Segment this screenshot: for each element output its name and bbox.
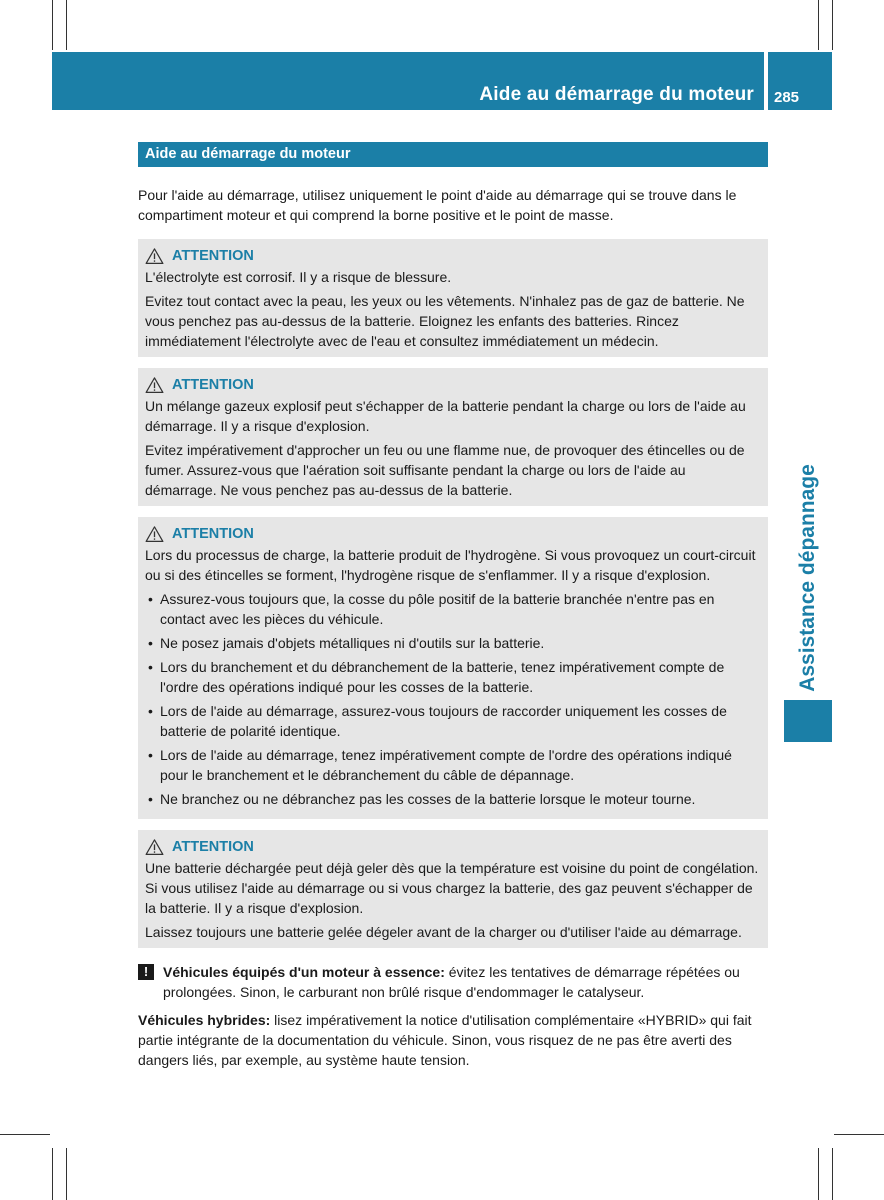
warning-header: [145, 835, 760, 858]
warning-text: Evitez tout contact avec la peau, les yeux ou les vêtements. N'inhalez pas de gaz de batterie. Ne vous penchez pas au-dessus de la batterie. Eloignez les enfants des batteries. Rincez immédiatement l'électrolyte avec de l'eau et consultez immédiatement un médecin.: [145, 293, 745, 349]
crop-mark: [832, 1148, 833, 1200]
exclamation-icon: !: [138, 964, 154, 980]
note-bold: Véhicules équipés d'un moteur à essence:: [163, 964, 445, 980]
list-item-text: Lors de l'aide au démarrage, tenez impérativement compte de l'ordre des opérations indiqué pour le branchement et le débranchement du câble de dépannage.: [160, 747, 732, 783]
list-item: [145, 745, 760, 785]
warning-box: [138, 517, 768, 819]
list-item: [145, 657, 760, 697]
bullet: •: [148, 747, 153, 763]
warning-header: [145, 522, 760, 545]
crop-mark: [66, 1148, 67, 1200]
warning-label: ATTENTION: [172, 376, 254, 393]
section-heading: Aide au démarrage du moteur: [138, 142, 768, 167]
warning-triangle-icon: [145, 247, 164, 265]
warning-box: [138, 368, 768, 506]
page-header: [52, 52, 764, 110]
list-item: [145, 701, 760, 741]
hybrid-paragraph: [138, 1010, 768, 1070]
crop-mark: [818, 0, 819, 50]
warning-triangle-icon: [145, 525, 164, 543]
list-item: [145, 589, 760, 629]
hybrid-text: lisez impérativement la notice d'utilisation complémentaire «HYBRID» qui fait partie intégrante de la documentation du véhicule. Sinon, vous risquez de ne pas être averti des dangers liés, par exemple, au système haute tension.: [138, 1012, 752, 1068]
note-paragraph: [138, 962, 768, 1002]
intro-paragraph: Pour l'aide au démarrage, utilisez uniquement le point d'aide au démarrage qui se trouve dans le compartiment moteur et qui comprend la borne positive et le point de masse.: [138, 187, 737, 223]
crop-mark: [52, 0, 53, 50]
bullet: •: [148, 703, 153, 719]
warning-text: Evitez impérativement d'approcher un feu ou une flamme nue, de provoquer des étincelles ou de fumer. Assurez-vous que l'aération soit suffisante pendant la charge ou lors de l'aide au démarrage. Ne vous penchez pas au-dessus de la batterie.: [145, 442, 745, 498]
crop-mark: [0, 1134, 50, 1135]
crop-mark: [66, 0, 67, 50]
warning-label: ATTENTION: [172, 838, 254, 855]
note-text: évitez les tentatives de démarrage répétées ou prolongées. Sinon, le carburant non brûlé risque d'endommager le catalyseur.: [163, 964, 740, 1000]
hybrid-bold: Véhicules hybrides:: [138, 1012, 271, 1028]
header-title: Aide au démarrage du moteur: [479, 84, 754, 105]
chapter-label: Assistance dépannage: [796, 464, 819, 692]
warning-text: Laissez toujours une batterie gelée dégeler avant de la charger ou d'utiliser l'aide au démarrage.: [145, 924, 742, 940]
warning-text: Une batterie déchargée peut déjà geler dès que la température est voisine du point de congélation. Si vous utilisez l'aide au démarrage ou si vous chargez la batterie, des gaz peuvent s'échapper de la batterie. Il y a risque d'explosion.: [145, 860, 759, 916]
warning-triangle-icon: [145, 376, 164, 394]
bullet: •: [148, 635, 153, 651]
main-content: [138, 142, 768, 1070]
warning-list: [145, 589, 760, 809]
warning-text: L'électrolyte est corrosif. Il y a risque de blessure.: [145, 269, 452, 285]
bullet: •: [148, 791, 153, 807]
crop-mark: [834, 1134, 884, 1135]
warning-header: [145, 244, 760, 267]
bullet: •: [148, 591, 153, 607]
list-item-text: Assurez-vous toujours que, la cosse du pôle positif de la batterie branchée n'entre pas en contact avec les pièces du véhicule.: [160, 591, 715, 627]
list-item-text: Lors de l'aide au démarrage, assurez-vous toujours de raccorder uniquement les cosses de batterie de polarité identique.: [160, 703, 727, 739]
crop-mark: [818, 1148, 819, 1200]
chapter-side-tab: [784, 460, 832, 696]
warning-box: [138, 830, 768, 948]
bullet: •: [148, 659, 153, 675]
warning-label: ATTENTION: [172, 525, 254, 542]
warning-label: ATTENTION: [172, 247, 254, 264]
crop-mark: [52, 1148, 53, 1200]
list-item: [145, 633, 760, 653]
crop-mark: [832, 0, 833, 50]
warning-header: [145, 373, 760, 396]
warning-box: [138, 239, 768, 357]
list-item-text: Lors du branchement et du débranchement de la batterie, tenez impérativement compte de l'ordre des opérations indiqué pour les cosses de la batterie.: [160, 659, 725, 695]
list-item-text: Ne branchez ou ne débranchez pas les cosses de la batterie lorsque le moteur tourne.: [160, 791, 696, 807]
page-number-box: [768, 52, 832, 110]
list-item-text: Ne posez jamais d'objets métalliques ni d'outils sur la batterie.: [160, 635, 545, 651]
warning-triangle-icon: [145, 838, 164, 856]
list-item: [145, 789, 760, 809]
warning-text: Un mélange gazeux explosif peut s'échapper de la batterie pendant la charge ou lors de l'aide au démarrage. Il y a risque d'explosion.: [145, 398, 746, 434]
warning-text: Lors du processus de charge, la batterie produit de l'hydrogène. Si vous provoquez un court-circuit ou si des étincelles se forment, l'hydrogène risque de s'enflammer. Il y a risque d'explosion.: [145, 547, 756, 583]
chapter-marker: [784, 700, 832, 742]
page-number: 285: [774, 89, 800, 106]
